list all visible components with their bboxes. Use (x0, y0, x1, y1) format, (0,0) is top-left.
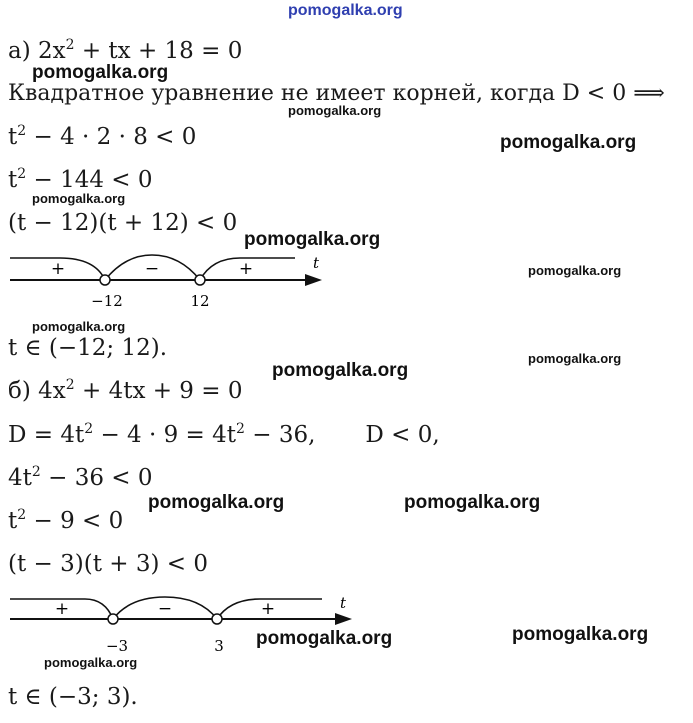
answer-a: t ∈ (−12; 12). (8, 335, 168, 361)
watermark: pomogalka.org (404, 492, 541, 513)
point-left: −12 (91, 292, 123, 310)
watermark: pomogalka.org (512, 624, 649, 645)
watermark-top: pomogalka.org (288, 2, 403, 19)
sign-middle: − (157, 599, 173, 619)
watermark: pomogalka.org (148, 492, 285, 513)
equation-a: а) $2x^2$ + tx + 18 = 0 (8, 37, 243, 64)
watermark: pomogalka.org (44, 655, 138, 670)
step-b3: (t − 3)(t + 3) < 0 (8, 551, 208, 577)
answer-b: t ∈ (−3; 3). (8, 684, 138, 710)
discriminant: $D = 4t^2 - 4 \cdot 9 = 4t^2 - 36$, D < 0, (8, 421, 440, 448)
watermark: pomogalka.org (32, 319, 126, 334)
axis-var: t (313, 254, 320, 272)
number-line-a (0, 250, 330, 310)
step-a1: $t^2 - 4 \cdot 2 \cdot 8 < 0$ (8, 123, 197, 150)
equation-b: б) $4x^2 + 4tx + 9 = 0$ (8, 377, 243, 404)
point-right: 12 (190, 292, 210, 310)
step-b1: $4t^2 - 36 < 0$ (8, 464, 153, 491)
axis-var: t (340, 594, 347, 612)
watermark: pomogalka.org (32, 191, 126, 206)
step-a2: $t^2 - 144 < 0$ (8, 166, 153, 193)
watermark: pomogalka.org (288, 103, 382, 118)
point-right: 3 (214, 637, 224, 655)
condition-text: Квадратное уравнение не имеет корней, когда D < 0 ⟹ (8, 81, 665, 106)
watermark: pomogalka.org (256, 628, 393, 649)
sign-right: + (238, 259, 254, 279)
step-a3: (t − 12)(t + 12) < 0 (8, 210, 238, 236)
sign-middle: − (144, 259, 160, 279)
watermark: pomogalka.org (528, 263, 622, 278)
watermark: pomogalka.org (272, 360, 409, 381)
sign-left: + (50, 259, 66, 279)
sign-right: + (260, 599, 276, 619)
watermark: pomogalka.org (244, 229, 381, 250)
watermark: pomogalka.org (32, 62, 169, 83)
watermark: pomogalka.org (500, 132, 637, 153)
point-left: −3 (105, 637, 129, 655)
number-line-b (0, 592, 360, 655)
watermark: pomogalka.org (528, 351, 622, 366)
step-b2: $t^2 - 9 < 0$ (8, 507, 124, 534)
sign-left: + (54, 599, 70, 619)
